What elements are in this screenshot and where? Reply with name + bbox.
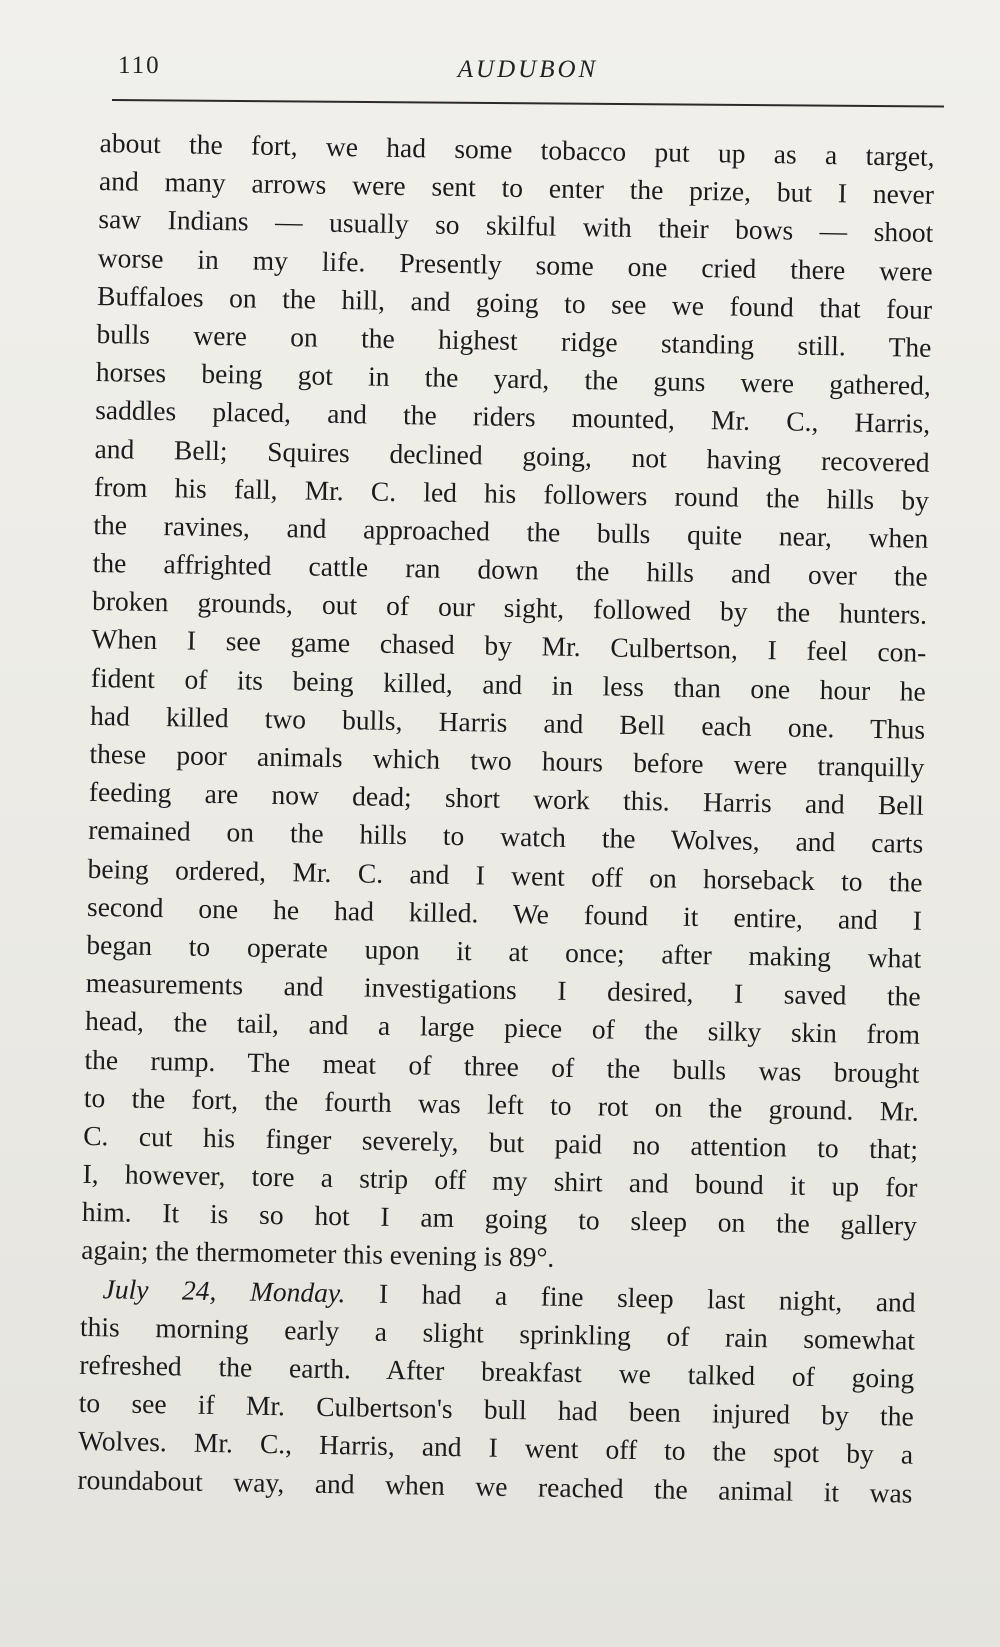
text-line: C. cut his finger severely, but paid no attention to that; — [82, 1119, 919, 1165]
text-line: When I see game chased by Mr. Culbertson, I feel con- — [91, 623, 927, 669]
entry-date: July 24, Monday. — [102, 1272, 346, 1308]
text-line: worse in my life. Presently some one cried there were — [97, 241, 933, 287]
paragraph-end-line: again; the thermometer this evening is 89°. — [81, 1234, 555, 1274]
text-line: had killed two bulls, Harris and Bell each one. Thus — [89, 699, 926, 745]
text-line: these poor animals which two hours before were tranquilly — [89, 737, 925, 783]
text-line: being ordered, Mr. C. and I went off on horseback to the — [87, 852, 923, 898]
text-line: to see if Mr. Culbertson's bull had been injured by the — [78, 1387, 914, 1432]
text-line: this morning early a slight sprinkling of rain somewhat — [79, 1310, 916, 1356]
text-line: feeding are now dead; short work this. Harris and Bell — [88, 776, 925, 821]
text-line: roundabout way, and when we reached the animal it was — [77, 1463, 913, 1509]
text-line: head, the tail, and a large piece of the silky skin from — [84, 1005, 921, 1051]
text-line: him. It is so hot I am going to sleep on the gallery — [81, 1196, 918, 1241]
text-line: bulls were on the highest ridge standing still. The — [96, 317, 932, 363]
text-line: fident of its being killed, and in less than one hour he — [90, 661, 926, 707]
entry-first-line-text: I had a fine sleep last night, and — [378, 1277, 916, 1318]
text-line: refreshed the earth. After breakfast we talked of going — [79, 1348, 915, 1394]
text-line: the ravines, and approached the bulls quite near, when — [93, 508, 929, 554]
text-line: horses being got in the yard, the guns were gathered, — [95, 356, 932, 401]
page-number: 110 — [118, 52, 161, 79]
header-rule — [112, 99, 944, 108]
running-head: AUDUBON — [457, 56, 599, 83]
text-line: remained on the hills to watch the Wolves, and carts — [88, 814, 924, 860]
text-line: I, however, tore a strip off my shirt and bound it up for — [82, 1157, 918, 1203]
body-text — [77, 124, 935, 1512]
text-line: from his fall, Mr. C. led his followers round the hills by — [93, 470, 930, 516]
text-line: Buffaloes on the hill, and going to see we found that four — [96, 279, 933, 325]
page-header — [112, 50, 944, 94]
text-line: and Bell; Squires declined going, not having recovered — [94, 432, 930, 478]
text-line: began to operate upon it at once; after making what — [86, 928, 922, 974]
text-line: second one he had killed. We found it entire, and I — [86, 890, 923, 936]
text-line: and many arrows were sent to enter the prize, but I never — [98, 165, 935, 211]
text-line: measurements and investigations I desired, I saved the — [85, 967, 921, 1012]
text-line: saddles placed, and the riders mounted, Mr. C., Harris, — [95, 394, 931, 440]
text-line: saw Indians — usually so skilful with their bows — shoot — [98, 203, 934, 249]
text-line: the rump. The meat of three of the bulls was brought — [84, 1043, 920, 1089]
text-line: Wolves. Mr. C., Harris, and I went off to the spot by a — [77, 1425, 914, 1471]
text-line: to the fort, the fourth was left to rot on the ground. Mr. — [83, 1081, 920, 1127]
text-line: about the fort, we had some tobacco put up as a target, — [99, 126, 935, 172]
text-line: broken grounds, out of our sight, followed by the hunters. — [91, 585, 928, 631]
text-line: the affrighted cattle ran down the hills and over the — [92, 547, 928, 592]
